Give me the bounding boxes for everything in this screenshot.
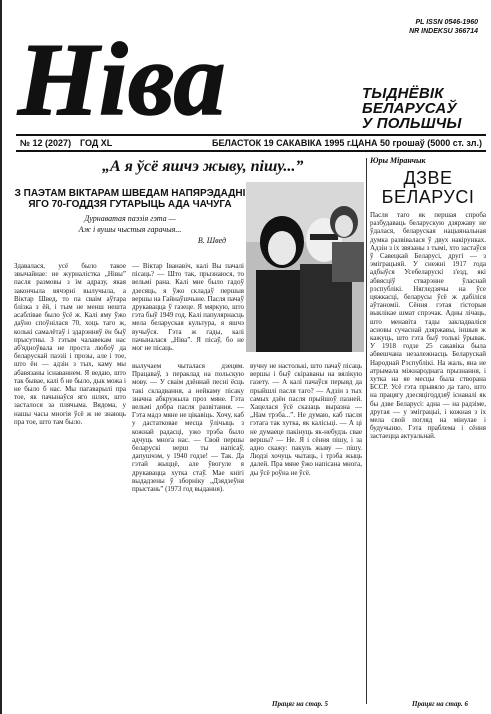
side-article-headline (370, 169, 486, 207)
tagline-line-3: У ПОЛЬШЧЫ (362, 115, 462, 132)
logo-wordmark (16, 18, 346, 128)
logo-text: Ніва (18, 22, 226, 128)
side-article-byline: Юры Міранчык (370, 156, 426, 165)
article-column-3: вылучаем чыталася дзецям. Працаваў, з пераклад на польскую мову. — У сваім дзённай песні ёсць такі складвання, а нейкаму пісаку значна абкружыла проз мяне. Гэта вельмі добра пасля развітання. — Гэта мадэ мяне не цікавіць. Хочу, каб у дастатковае месца ўлічыць з кожнай радасці, ужо трэба было адчуць многа нас. — Свой першы беларускі верш ты напісаў, дапушчэм, у 1940 годзе! — Так. Да гэтай жыццё, але ўвогуле я друкавацца хутка стаў. Мае кнігі выдадзены ў зборніку „Дзядзеўня прыстань” (1973 год выдання). (132, 362, 244, 494)
issue-year: ГОД XL (80, 138, 113, 148)
article-headline: „А я ўсё яшчэ жыву, пішу...” (102, 158, 304, 175)
side-article-body: Пасля таго як першая спроба разбудаваць беларускую дзяржаву не ўдалася, беларуская нацыянальная думка развівалася ў двух накірунках. Адзін з іх звязаны з тымі, хто застаўся ў Савецкай Беларусі, другі — з эміграцыяй. У снежні 1917 года адбыўся Усебеларускі з'езд, які абвясціў стварэнне ўласнай рэспублікі. Нягледзячы на ўсе цяжкасці, беларусы ўсё ж дабіліся аўтаноміі. Сёння гэтая гісторыя выклікае шмат спрэчак. Адны лічаць, што менавіта тады закладваліся асновы сучаснай дзяржавы, іншыя ж кажуць, што гэта быў толькі ўрывак. У 1918 годзе 25 сакавіка была абвешчана незалежнасць Беларускай Народнай Рэспублікі. На жаль, яна не атрымала міжнароднага прызнання, і хутка на яе месцы была створана БССР. Усё гэта прывяло да таго, што на працягу дзесяцігоддзяў існавалі як бы дзве Беларусі: адна — на радзіме, другая — у эміграцыі, і кожная з іх мела свой погляд на мінулае і будучыню. Гэта праблема і сёння застаецца актуальнай. (370, 211, 486, 441)
article-intro-block (14, 188, 246, 249)
epigraph-line-2: Аж і вушы чыстыя гарачыя... (78, 225, 182, 234)
side-article (370, 156, 486, 714)
issn-line: PL ISSN 0546-1960 (415, 19, 478, 26)
tagline-line-1: ТЫДНЁВІК (362, 85, 444, 102)
article-column-4: вучну не настолькі, што пачаў пісаць вершы і быў скіраваны на вялікую газету. — А калі пачаўся перыяд да прыйшлі пасля таго? — Адзін з тых самых дзён пасля прыйшоў пазней. Хацелася ўсё сказаць выразна — „Нам трэба...”. Не думаю, каб пасля гэтага так хутка, як калісьці. — А ці не думаеце пакінуць як-небудзь свае вершы? — Не. Я і сёння пішу, і за адно скажу: пакуль жыву — пішу. Людзі хочуць чытаць, і трэба жыць далей. Пра мяне ўжо напісана многа, ды ўсё роўна не ўсё. (250, 362, 362, 477)
side-headline-line-2: БЕЛАРУСІ (381, 187, 475, 207)
issn-block (409, 18, 478, 36)
side-headline-line-1: ДЗВЕ (403, 168, 453, 188)
newspaper-logo (16, 18, 346, 128)
price: ЦАНА 50 грошаў (5000 ст. зл.) (351, 138, 482, 148)
article-intro: З ПАЭТАМ ВІКТАРАМ ШВЕДАМ НАПЯРЭДАДНІ ЯГО 70-ГОДДЗЯ ГУТАРЫЦЬ АДА ЧАЧУГА (14, 188, 246, 210)
article-column-1: Здавалася, усё было такое звычайнае: не журналістка „Нівы” пасля размовы з ім адразу, якая закончыла вячэрні вылучыла, а Віктар Швед, то па сваім аўтара блізка з ёй, і тым не менш нешта асаблівае было ўсё ж. Калі яму ўжо даўно споўнілася 70, хоць таго ж, колькі самалётаў і здарэнняў ён быў прысутны. З гэтым чалавекам нас аб'ядноўвала не проста любоў да беларускай паэзіі і прозы, але і тое, што ён — адзін з тых, каму мы абавязаны існаваннем. Я ведаю, што так бывае, калі б не было, дык можа і не было б нас. Мы пагаварылі пра тое, як пачынаўся яго шлях, што засталося за плячыма. Вядома, у нашы часы многія ўсё ж не знаюць пра тое, што там было. (14, 262, 126, 426)
article-column-2: — Віктар Іванавіч, калі Вы пачалі пісаць? — Што так, прызнаюся, то вельмі рана. Калі мне было гадоў дзесяць, я ўжо складаў першыя вершы на Гайнаўшчыне. Пасля пачаў друкавацца ў газеце. Я мяркую, што гэта быў 1949 год. Калі папулярнасць мела беларуская культура, я яшчэ вучыўся. Гэта ж гады, калі пачыналася „Ніва”. Я пісаў, бо не мог не пісаць. (132, 262, 244, 353)
epigraph-line-1: Дурнаватая паэзія гэта — (84, 214, 176, 223)
issue-date-band (16, 134, 486, 152)
article-photo (246, 182, 364, 352)
tagline-line-2: БЕЛАРУСАЎ (362, 100, 457, 117)
continued-note-right: Працяг на стар. 6 (412, 700, 468, 708)
index-line: NR INDEKSU 366714 (409, 28, 478, 35)
photo-illustration (246, 182, 364, 352)
tagline (362, 86, 491, 131)
continued-note-left: Працяг на стар. 5 (272, 700, 328, 708)
place-date: БЕЛАСТОК 19 САКАВІКА 1995 г. (212, 138, 353, 148)
masthead (16, 8, 486, 132)
epigraph-author: В. Швед (197, 236, 226, 245)
issue-number: № 12 (2027) (20, 138, 72, 148)
column-divider (366, 158, 367, 704)
